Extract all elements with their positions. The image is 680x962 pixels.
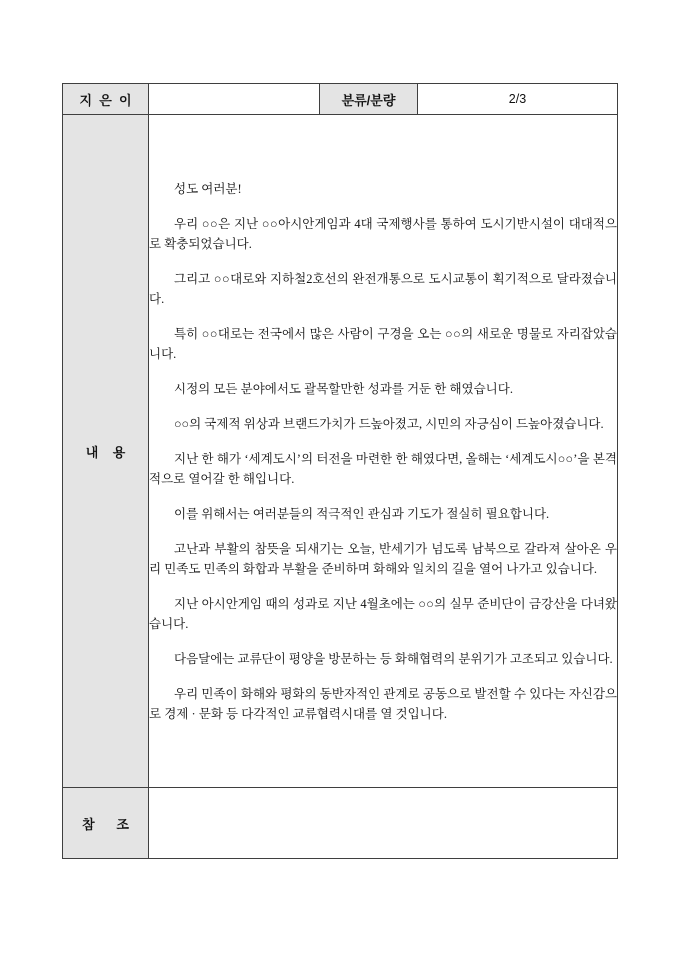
- author-value: [149, 84, 320, 115]
- content-paragraph: 우리 ○○은 지난 ○○아시안게임과 4대 국제행사를 통하여 도시기반시설이 대대적으로 확충되었습니다.: [149, 216, 617, 251]
- reference-row: [63, 788, 618, 859]
- content-paragraph: 그리고 ○○대로와 지하철2호선의 완전개통으로 도시교통이 획기적으로 달라졌습니다.: [149, 271, 617, 306]
- content-paragraph: 성도 여러분!: [174, 181, 242, 196]
- content-paragraph: ○○의 국제적 위상과 브랜드가치가 드높아졌고, 시민의 자긍심이 드높아졌습니다.: [174, 416, 604, 431]
- content-paragraph: 지난 아시안게임 때의 성과로 지난 4월초에는 ○○의 실무 준비단이 금강산을 다녀왔습니다.: [149, 596, 617, 631]
- content-paragraph: 시정의 모든 분야에서도 괄목할만한 성과를 거둔 한 해였습니다.: [174, 381, 513, 396]
- content-paragraph: 우리 민족이 화해와 평화의 동반자적인 관계로 공동으로 발전할 수 있다는 자신감으로 경제 · 문화 등 다각적인 교류협력시대를 열 것입니다.: [149, 686, 617, 721]
- category-label: 분류/분량: [320, 84, 418, 115]
- content-paragraph: 지난 한 해가 ‘세계도시’의 터전을 마련한 한 해였다면, 올해는 ‘세계도시○○’을 본격적으로 열어갈 한 해입니다.: [149, 451, 617, 486]
- reference-label: 참 조: [63, 788, 149, 859]
- category-value: 2/3: [418, 84, 618, 115]
- author-label: 지 은 이: [63, 84, 149, 115]
- reference-value: [149, 788, 618, 859]
- content-row: [63, 115, 618, 788]
- document-table: [62, 83, 618, 859]
- content-label: 내 용: [63, 115, 149, 788]
- content-paragraph: 특히 ○○대로는 전국에서 많은 사람이 구경을 오는 ○○의 새로운 명물로 자리잡았습니다.: [149, 326, 617, 361]
- content-paragraph: 다음달에는 교류단이 평양을 방문하는 등 화해협력의 분위기가 고조되고 있습니다.: [174, 651, 613, 666]
- content-paragraph: 고난과 부활의 참뜻을 되새기는 오늘, 반세기가 넘도록 남북으로 갈라져 살아온 우리 민족도 민족의 화합과 부활을 준비하며 화해와 일치의 길을 열어 나가고 있습니다.: [149, 541, 617, 576]
- content-paragraph: 이를 위해서는 여러분들의 적극적인 관심과 기도가 절실히 필요합니다.: [174, 506, 550, 521]
- header-row: [63, 84, 618, 115]
- content-cell: [149, 115, 618, 788]
